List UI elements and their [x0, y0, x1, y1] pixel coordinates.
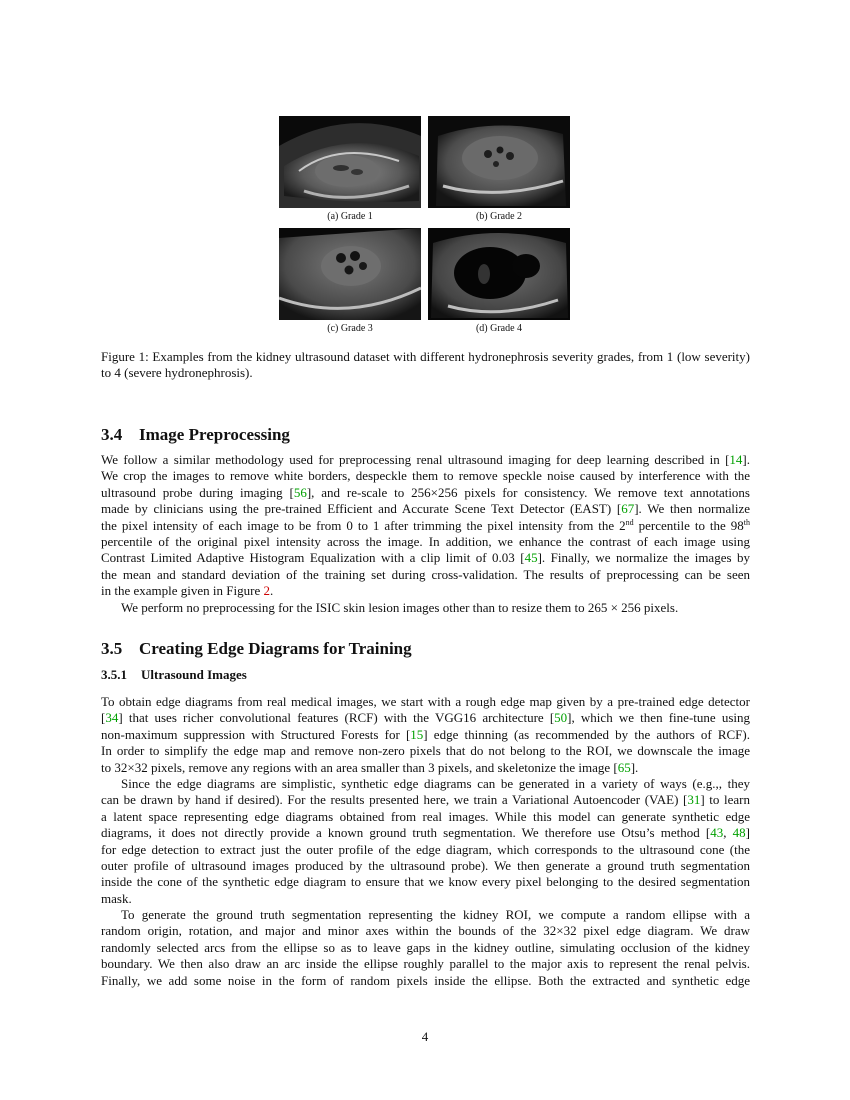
ultrasound-image-grade-1: [279, 116, 421, 208]
citation-link[interactable]: 50: [554, 710, 568, 726]
section-title: Image Preprocessing: [139, 425, 290, 444]
figure-1: [279, 116, 571, 338]
paragraph-preprocessing: We follow a similar methodology used for preprocessing renal ultrasound imaging for deep learning described in [14]. We crop the images to remove white borders, despeckle them to remove speckle noise caused by interference with the ultrasound probe during imaging [56], and re-scale to 256×256 pixels for consistency. We remove text annotations made by clinicians using the pre-trained Efficient and Accurate Scene Text Detector (EAST) [67]. We then normalize the pixel intensity of each image to be from 0 to 1 after trimming the pixel intensity from the 2nd percentile to the 98th percentile of the original pixel intensity across the image. In addition, we enhance the contrast of each image using Contrast Limited Adaptive Histogram Equalization with a clip limit of 0.03 [45]. Finally, we normalize the images by the mean and standard deviation of the training set during cross-validation. The results of preprocessing can be seen in the example given in Figure 2. We perform no preprocessing for the ISIC skin lesion images other than to resize them to 265 × 256 pixels.: [101, 452, 750, 615]
subcaption-a: (a) Grade 1: [327, 211, 373, 222]
section-heading-3-4: [101, 425, 290, 445]
section-heading-3-5: [101, 639, 412, 659]
ultrasound-grade-1-drawing: [279, 116, 421, 208]
citation-link[interactable]: 14: [729, 452, 743, 467]
subcaption-d: (d) Grade 4: [475, 323, 523, 334]
ultrasound-grade-4-drawing: [428, 228, 570, 320]
ultrasound-image-grade-4: [428, 228, 570, 320]
ultrasound-grade-3-drawing: [279, 228, 421, 320]
section-number: 3.5: [101, 639, 123, 658]
section-title: Creating Edge Diagrams for Training: [139, 639, 412, 658]
paragraph-ultrasound-edges: To obtain edge diagrams from real medical images, we start with a rough edge map given by a pre-trained edge detector [34] that uses richer convolutional features (RCF) with the VGG16 architecture [50], which we then fine-tune using non-maximum suppression with Structured Forests for [15] edge thinning (as recommended by the authors of RCF). In order to simplify the edge map and remove non-zero pixels that do not belong to the ROI, we downscale the image to 32×32 pixels, remove any regions with an area smaller than 3 pixels, and skeletonize the image [65]. Since the edge diagrams are simplistic, synthetic edge diagrams can be generated in a variety of ways (e.g.,, they can be drawn by hand if desired). For the results presented here, we train a Variational Autoencoder (VAE) [31] to learn a latent space representing edge diagrams obtained from real images. While this model can generate synthetic edge diagrams, it does not directly provide a known ground truth segmentation. We therefore use Otsu’s method [43, 48] for edge detection to extract just the outer profile of the edge diagram, which corresponds to the ultrasound cone (the outer profile of ultrasound images produced by the ultrasound probe). We then generate a ground truth segmentation inside the cone of the synthetic edge diagram to ensure that we know every pixel belonging to the desired segmentation mask. To generate the ground truth segmentation representing the kidney ROI, we compute a random ellipse with a random origin, rotation, and major and minor axes within the bounds of the 32×32 pixel edge diagram. We draw randomly selected arcs from the ellipse so as to leave gaps in the kidney outline, simulating occlusion of the kidney boundary. We then also draw an arc inside the ellipse roughly parallel to the major axis to represent the renal pelvis. Finally, we add some noise in the form of random pixels inside the ellipse. Both the extracted and synthetic edge: [101, 694, 750, 988]
figure-link[interactable]: 2: [263, 583, 270, 599]
citation-link[interactable]: 65: [617, 759, 631, 775]
ultrasound-image-grade-3: [279, 228, 421, 320]
citation-link[interactable]: 48: [732, 825, 746, 841]
ultrasound-grade-2-drawing: [428, 116, 570, 208]
section-number: 3.4: [101, 425, 123, 444]
citation-link[interactable]: 34: [105, 710, 119, 726]
subsection-title: Ultrasound Images: [141, 667, 247, 682]
subsection-number: 3.5.1: [101, 667, 127, 682]
citation-link[interactable]: 43: [710, 825, 724, 841]
subsection-heading-3-5-1: [101, 667, 247, 683]
ultrasound-image-grade-2: [428, 116, 570, 208]
subcaption-b: (b) Grade 2: [475, 211, 523, 222]
citation-link[interactable]: 67: [621, 501, 635, 517]
citation-link[interactable]: 31: [687, 792, 701, 808]
citation-link[interactable]: 45: [524, 550, 538, 566]
citation-link[interactable]: 15: [410, 726, 424, 742]
figure-caption: Figure 1: Examples from the kidney ultrasound dataset with different hydronephrosis severity grades, from 1 (low severity) to 4 (severe hydronephrosis).: [101, 349, 750, 380]
subcaption-c: (c) Grade 3: [327, 323, 373, 334]
citation-link[interactable]: 56: [293, 484, 307, 500]
page-number: 4: [421, 1029, 429, 1044]
